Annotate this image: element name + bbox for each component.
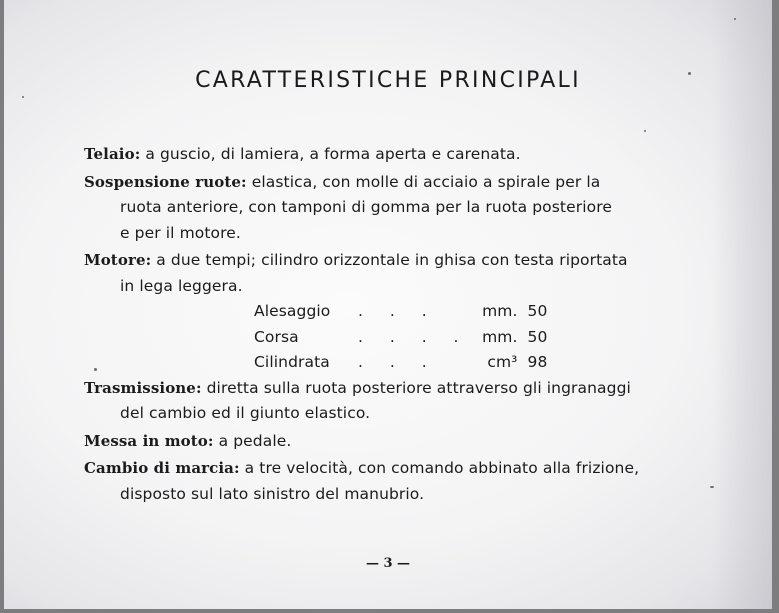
entry-telaio — [84, 142, 684, 168]
print-speck — [688, 72, 691, 75]
print-speck — [94, 368, 97, 371]
spec-name: Alesaggio — [254, 302, 331, 320]
print-speck — [734, 18, 736, 20]
entry-continuation: del cambio ed il giunto elastico. — [120, 404, 371, 422]
entry-sospensione — [84, 170, 684, 247]
spec-value: 98 — [527, 353, 548, 371]
entry-continuation: in lega leggera. — [120, 276, 243, 295]
entry-text: a guscio, di lamiera, a forma aperta e carenata. — [140, 145, 521, 163]
entry-continuation: e per il motore. — [120, 223, 241, 242]
entry-continuation: ruota anteriore, con tamponi di gomma per la ruota posteriore — [120, 198, 612, 216]
spec-row-cilindrata — [254, 350, 568, 376]
spec-leader-dots: . . . — [358, 353, 438, 371]
entry-term: Sospensione ruote: — [84, 172, 247, 191]
spec-unit: mm. — [482, 327, 518, 346]
spec-row-alesaggio — [254, 299, 568, 325]
entry-term: Telaio: — [84, 145, 141, 163]
entry-continuation: disposto sul lato sinistro del manubrio. — [120, 484, 425, 503]
entry-term: Cambio di marcia: — [84, 459, 240, 477]
entry-trasmissione — [84, 376, 684, 427]
engine-spec-table — [254, 299, 568, 376]
entry-term: Motore: — [84, 251, 152, 269]
entry-text: a pedale. — [213, 431, 292, 450]
entry-text: elastica, con molle di acciaio a spirale per la — [246, 172, 601, 191]
spec-name: Cilindrata — [254, 353, 330, 371]
spec-leader-dots: . . . — [358, 302, 438, 320]
entry-cambio-di-marcia — [84, 456, 684, 507]
entry-term: Messa in moto: — [84, 431, 214, 450]
document-page — [4, 0, 772, 609]
spec-leader-dots: . . . . — [358, 327, 470, 346]
spec-value: 50 — [527, 302, 548, 320]
spec-unit: cm³ — [487, 353, 518, 371]
entry-text: a due tempi; cilindro orizzontale in ghisa con testa riportata — [151, 251, 628, 269]
entry-text: a tre velocità, con comando abbinato alla frizione, — [239, 459, 640, 477]
spec-value: 50 — [527, 327, 548, 346]
print-speck — [710, 486, 714, 488]
specs-body — [84, 142, 684, 507]
entry-term: Trasmissione: — [84, 378, 202, 397]
entry-messa-in-moto — [84, 429, 684, 455]
page-title: CARATTERISTICHE PRINCIPALI — [195, 68, 581, 93]
entry-text: diretta sulla ruota posteriore attraverso gli ingranaggi — [201, 378, 631, 397]
spec-unit: mm. — [482, 302, 518, 320]
page-number: — 3 — — [365, 556, 411, 571]
entry-motore — [84, 248, 684, 299]
print-speck — [22, 96, 24, 98]
print-speck — [644, 130, 646, 132]
spec-name: Corsa — [254, 327, 299, 346]
spec-row-corsa — [254, 325, 568, 351]
